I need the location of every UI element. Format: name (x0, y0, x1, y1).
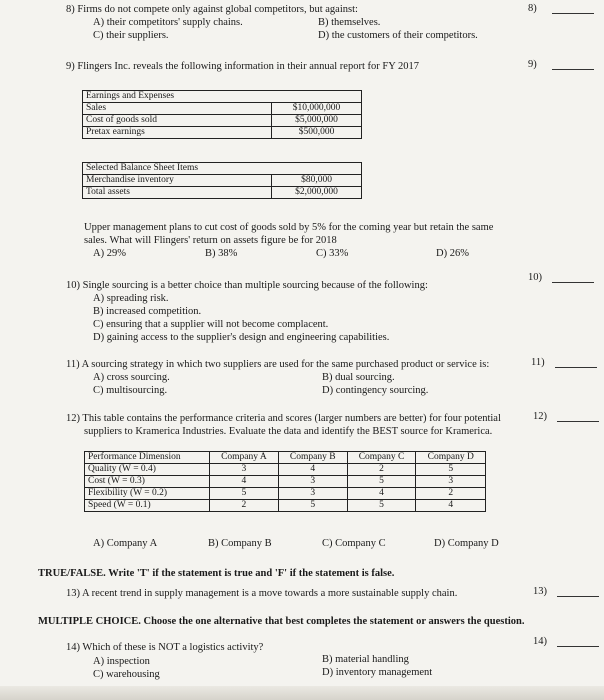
q9-answer-blank[interactable] (552, 69, 594, 70)
q9-option-c: C) 33% (316, 248, 349, 259)
q10-stem: 10) Single sourcing is a better choice than multiple sourcing because of the following: (66, 280, 428, 291)
q11-stem: 11) A sourcing strategy in which two suppliers are used for the same purchased product or service is: (66, 359, 490, 370)
table-header-row: Performance Dimension Company A Company B Company C Company D (85, 452, 486, 464)
q10-option-d: D) gaining access to the supplier's design and engineering capabilities. (93, 332, 390, 343)
q10-option-c: C) ensuring that a supplier will not become complacent. (93, 319, 329, 330)
q13-number: 13) (533, 586, 547, 597)
q8-number: 8) (528, 3, 537, 14)
q11-option-b: B) dual sourcing. (322, 372, 395, 383)
q11-option-d: D) contingency sourcing. (322, 385, 429, 396)
table-row: Cost (W = 0.3) 4 3 5 3 (85, 476, 486, 488)
q10-option-a: A) spreading risk. (93, 293, 169, 304)
q10-option-b: B) increased competition. (93, 306, 202, 317)
q8-option-d: D) the customers of their competitors. (318, 30, 478, 41)
q14-number: 14) (533, 636, 547, 647)
table-header: Earnings and Expenses (83, 91, 362, 103)
q12-number: 12) (533, 411, 547, 422)
table-row: Sales $10,000,000 (83, 103, 362, 115)
q8-option-c: C) their suppliers. (93, 30, 169, 41)
table-row: Cost of goods sold $5,000,000 (83, 115, 362, 127)
q14-option-a: A) inspection (93, 656, 150, 667)
q9-option-a: A) 29% (93, 248, 126, 259)
table-row: Quality (W = 0.4) 3 4 2 5 (85, 464, 486, 476)
q12-option-a: A) Company A (93, 538, 158, 549)
q12-answer-blank[interactable] (557, 421, 599, 422)
q10-answer-blank[interactable] (552, 282, 594, 283)
true-false-heading: TRUE/FALSE. Write 'T' if the statement is true and 'F' if the statement is false. (38, 568, 395, 579)
q13-statement: 13) A recent trend in supply management is a move towards a more sustainable supply chain. (66, 588, 458, 599)
table-row: Speed (W = 0.1) 2 5 5 4 (85, 500, 486, 512)
table-header: Selected Balance Sheet Items (83, 163, 362, 175)
q8-option-b: B) themselves. (318, 17, 381, 28)
q10-number: 10) (528, 272, 542, 283)
q12-option-c: C) Company C (322, 538, 386, 549)
scan-shadow (0, 686, 604, 700)
q9-number: 9) (528, 59, 537, 70)
q11-option-a: A) cross sourcing. (93, 372, 170, 383)
balance-sheet-table (82, 162, 362, 199)
q12-option-b: B) Company B (208, 538, 272, 549)
q9-stem: 9) Flingers Inc. reveals the following information in their annual report for FY 2017 (66, 61, 420, 72)
q12-stem-line1: 12) This table contains the performance criteria and scores (larger numbers are better) for four potential (66, 413, 501, 424)
q9-text-line1: Upper management plans to cut cost of goods sold by 5% for the coming year but retain the same (84, 222, 494, 233)
earnings-expenses-table (82, 90, 362, 139)
q12-option-d: D) Company D (434, 538, 499, 549)
q11-number: 11) (531, 357, 545, 368)
q8-option-a: A) their competitors' supply chains. (93, 17, 243, 28)
q12-stem-line2: suppliers to Kramerica Industries. Evaluate the data and identify the BEST source for Kramerica. (84, 426, 493, 437)
q14-stem: 14) Which of these is NOT a logistics activity? (66, 642, 264, 653)
q8-answer-blank[interactable] (552, 13, 594, 14)
supplier-scores-table (84, 451, 486, 512)
q14-answer-blank[interactable] (557, 646, 599, 647)
q14-option-b: B) material handling (322, 654, 409, 665)
table-row: Merchandise inventory $80,000 (83, 175, 362, 187)
q13-answer-blank[interactable] (557, 596, 599, 597)
table-row: Flexibility (W = 0.2) 5 3 4 2 (85, 488, 486, 500)
q11-option-c: C) multisourcing. (93, 385, 168, 396)
multiple-choice-heading: MULTIPLE CHOICE. Choose the one alternative that best completes the statement or answers the question. (38, 616, 525, 627)
q9-option-b: B) 38% (205, 248, 238, 259)
table-row: Pretax earnings $500,000 (83, 127, 362, 139)
table-row: Total assets $2,000,000 (83, 187, 362, 199)
q11-answer-blank[interactable] (555, 367, 597, 368)
q9-text-line2: sales. What will Flingers' return on assets figure be for 2018 (84, 235, 337, 246)
q9-option-d: D) 26% (436, 248, 469, 259)
q8-stem: 8) Firms do not compete only against global competitors, but against: (66, 4, 358, 15)
q14-option-c: C) warehousing (93, 669, 160, 680)
q14-option-d: D) inventory management (322, 667, 433, 678)
